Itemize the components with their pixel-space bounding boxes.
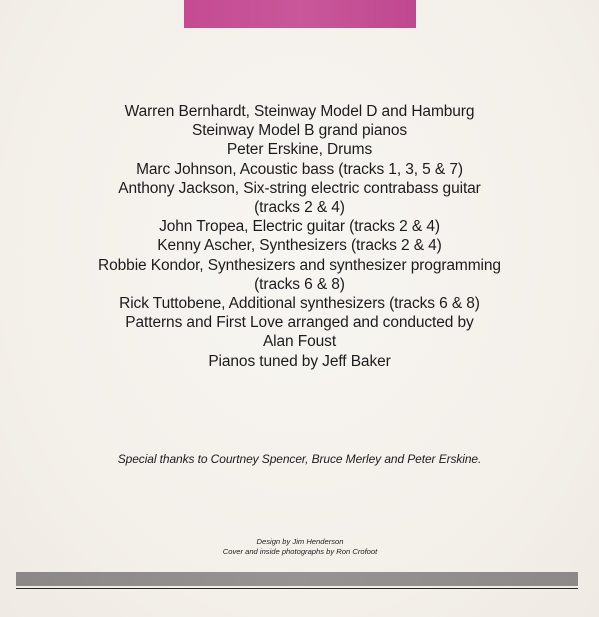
photo-credit-line: Cover and inside photographs by Ron Crofoot — [222, 546, 378, 556]
credit-line: Peter Erskine, Drums — [226, 141, 373, 159]
grey-footer-bar — [16, 572, 578, 586]
footer-rule — [16, 588, 578, 589]
pink-accent-bar — [184, 0, 416, 28]
credit-line: Kenny Ascher, Synthesizers (tracks 2 & 4) — [157, 237, 442, 255]
credit-line: (tracks 6 & 8) — [254, 275, 345, 293]
credit-line: Anthony Jackson, Six-string electric contrabass guitar — [118, 179, 481, 197]
credit-line: Alan Foust — [262, 333, 337, 351]
credit-line: Rick Tuttobene, Additional synthesizers (tracks 6 & 8) — [119, 295, 480, 313]
credit-line: John Tropea, Electric guitar (tracks 2 & 4) — [159, 218, 440, 236]
musician-credits — [40, 102, 559, 371]
credit-line: Robbie Kondor, Synthesizers and synthesizer programming — [98, 256, 501, 274]
design-credit-line: Design by Jim Henderson — [256, 537, 344, 546]
credit-line: Marc Johnson, Acoustic bass (tracks 1, 3, 5 & 7) — [136, 160, 463, 178]
credit-line: Warren Bernhardt, Steinway Model D and Hamburg — [124, 103, 475, 120]
credit-line: Patterns and First Love arranged and conducted by — [125, 314, 474, 332]
design-credits — [150, 537, 450, 556]
credit-line: (tracks 2 & 4) — [254, 199, 345, 217]
credit-line: Steinway Model B grand pianos — [191, 122, 408, 140]
special-thanks: Special thanks to Courtney Spencer, Bruce Merley and Peter Erskine. — [117, 452, 482, 466]
credit-line: Pianos tuned by Jeff Baker — [208, 352, 391, 370]
